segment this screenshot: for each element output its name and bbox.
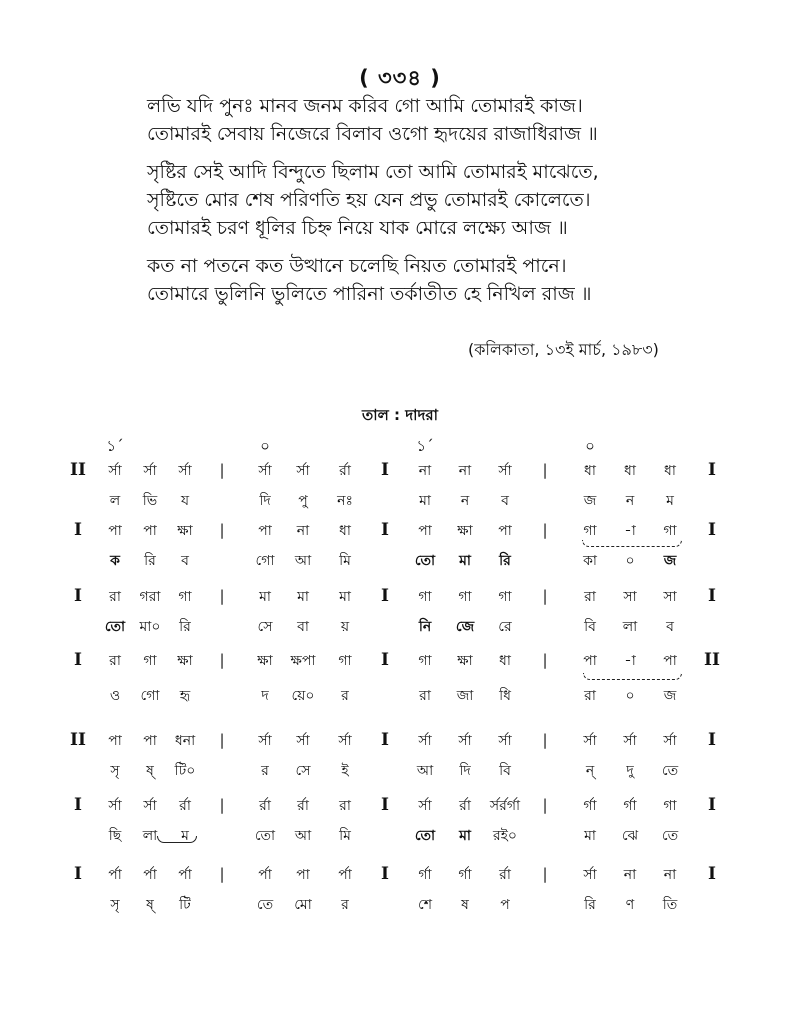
lyric-syllable: টি০ <box>174 763 196 779</box>
swara-note: না <box>458 463 472 479</box>
swara-note: র্গা <box>418 867 432 883</box>
swara-note: গা <box>143 653 157 669</box>
lyric-syllable: মি <box>339 828 351 844</box>
swara-note: না <box>418 463 432 479</box>
lyric-syllable: ন <box>625 493 635 509</box>
swara-note: না <box>663 867 677 883</box>
swara-note: ধা <box>499 653 511 669</box>
swara-note: র্সা <box>583 867 597 883</box>
meend-slur <box>582 540 682 547</box>
lyric-syllable: দু <box>626 763 634 779</box>
lyric-line: তোমারই সেবায় নিজেরে বিলাব ওগো হৃদয়ের রাজাধিরাজ ॥ <box>147 123 598 145</box>
lyric-syllable: মো <box>294 897 312 913</box>
lyric-syllable: আ <box>294 553 312 569</box>
swara-note: র্সা <box>498 733 512 749</box>
swara-note: ক্ষা <box>257 653 273 669</box>
lyric-syllable: মা <box>459 828 471 844</box>
swara-note: র্সা <box>338 733 352 749</box>
lyric-syllable: ০ <box>625 688 635 704</box>
swara-note: গা <box>663 798 677 814</box>
bar-line-close: I <box>708 586 716 606</box>
lyric-syllable: প <box>500 897 510 913</box>
swara-note: গা <box>498 589 512 605</box>
bar-line-close: I <box>708 730 716 750</box>
swara-note: -া <box>624 523 636 539</box>
beat-separator: | <box>542 587 548 605</box>
swara-note: র্সা <box>296 463 310 479</box>
lyric-syllable: তো <box>414 828 436 844</box>
lyric-syllable: ছি <box>108 828 122 844</box>
bar-line-open: I <box>74 520 82 540</box>
lyric-syllable: ভি <box>142 493 158 509</box>
lyric-syllable: তে <box>661 828 679 844</box>
tala-title: তাল : দাদরা <box>362 406 438 424</box>
swara-note: র্পা <box>178 867 192 883</box>
song-lyrics <box>147 92 707 318</box>
vibhag-bar: I <box>381 795 389 815</box>
swara-note: না <box>623 867 637 883</box>
swara-note: র্পা <box>108 867 122 883</box>
lyric-syllable: বা <box>297 619 309 635</box>
lyric-syllable: তো <box>104 619 126 635</box>
lyric-syllable: র <box>341 897 349 913</box>
lyric-syllable: মি <box>339 553 351 569</box>
bar-line-open: I <box>74 795 82 815</box>
beat-separator: | <box>219 587 225 605</box>
lyric-syllable: সৃ <box>110 897 120 913</box>
bar-line-open: I <box>74 864 82 884</box>
lyric-syllable: মা০ <box>139 619 161 635</box>
swara-note: গা <box>663 523 677 539</box>
lyric-syllable: য়ে০ <box>291 688 315 704</box>
swara-note: পা <box>143 733 157 749</box>
bar-line-close: I <box>708 864 716 884</box>
swara-note: ধা <box>664 463 676 479</box>
lyric-syllable: জা <box>456 688 474 704</box>
bar-line-close: I <box>708 795 716 815</box>
lyric-syllable: গো <box>140 688 160 704</box>
swara-note: র্সা <box>663 733 677 749</box>
swara-note: গা <box>458 589 472 605</box>
lyric-syllable: তো <box>254 828 276 844</box>
swara-note: র্সা <box>583 733 597 749</box>
lyric-line: সৃষ্টির সেই আদি বিন্দুতে ছিলাম তো আমি তোমারই মাঝেতে, <box>147 161 599 183</box>
swara-note: ক্ষা <box>177 653 193 669</box>
swara-note: র্সা <box>458 733 472 749</box>
lyric-syllable: ব <box>501 493 509 509</box>
vibhag-bar: I <box>381 586 389 606</box>
lyric-line: তোমারে ভুলিনি ভুলিতে পারিনা তর্কাতীত হে নিখিল রাজ ॥ <box>147 283 592 305</box>
swara-note: র্গা <box>583 798 597 814</box>
swara-note: গা <box>418 653 432 669</box>
swara-note: রা <box>584 589 596 605</box>
bar-line-open: I <box>74 650 82 670</box>
tala-marker-3: ১´ <box>416 437 434 455</box>
lyric-syllable: মা <box>459 553 471 569</box>
beat-separator: | <box>542 731 548 749</box>
lyric-syllable: ঝে <box>621 828 639 844</box>
swara-note: গা <box>178 589 192 605</box>
swara-note: র্সা <box>498 463 512 479</box>
lyric-line: লভি যদি পুনঃ মানব জনম করিব গো আমি তোমারই কাজ। <box>147 95 583 117</box>
lyric-syllable: দি <box>459 763 471 779</box>
lyric-syllable: কা <box>583 553 597 569</box>
vibhag-bar: I <box>381 730 389 750</box>
lyric-syllable: রে <box>498 619 512 635</box>
swara-note: র্রা <box>339 463 351 479</box>
lyric-syllable: র <box>341 688 349 704</box>
swara-note: রা <box>339 798 351 814</box>
lyric-syllable: ব <box>666 619 674 635</box>
swara-note: পা <box>108 523 122 539</box>
bar-line-open: I <box>74 586 82 606</box>
lyric-syllable: জ <box>663 688 677 704</box>
swara-note: পা <box>296 867 310 883</box>
lyric-syllable: জ <box>583 493 597 509</box>
swara-note: ক্ষা <box>457 653 473 669</box>
swara-note: র্রা <box>297 798 309 814</box>
bar-line-close: I <box>708 460 716 480</box>
vibhag-bar: I <box>381 864 389 884</box>
lyric-syllable: তো <box>414 553 436 569</box>
swara-note: র্সা <box>143 798 157 814</box>
swara-note: র্সা <box>623 733 637 749</box>
swara-note: র্সা <box>143 463 157 479</box>
lyric-syllable: সে <box>257 619 273 635</box>
lyric-syllable: ণ <box>625 897 635 913</box>
lyric-syllable: য <box>180 493 190 509</box>
meend-slur <box>157 836 197 843</box>
lyric-syllable: রি <box>179 619 191 635</box>
swara-note: পা <box>583 653 597 669</box>
swara-note: র্পা <box>258 867 272 883</box>
swara-note: ক্ষপা <box>290 653 316 669</box>
lyric-syllable: সে <box>295 763 311 779</box>
swara-note: ধা <box>584 463 596 479</box>
swara-note: ধা <box>624 463 636 479</box>
lyric-line: সৃষ্টিতে মোর শেষ পরিণতি হয় যেন প্রভু তোমারই কোলেতে। <box>147 189 591 211</box>
lyric-syllable: রি <box>144 553 156 569</box>
swara-note: গা <box>338 653 352 669</box>
swara-note: পা <box>258 523 272 539</box>
lyric-syllable: ষ্ <box>146 897 154 913</box>
lyric-syllable: ০ <box>625 553 635 569</box>
lyric-syllable: শে <box>418 897 432 913</box>
stanza-1 <box>147 92 707 148</box>
lyric-syllable: ল <box>109 493 121 509</box>
swara-note: গা <box>418 589 432 605</box>
swara-note: র্পা <box>143 867 157 883</box>
lyric-syllable: তে <box>256 897 274 913</box>
lyric-syllable: লা <box>142 828 158 844</box>
swara-note: ধা <box>339 523 351 539</box>
swara-note: র্সা <box>418 798 432 814</box>
swara-note: র্সা <box>258 733 272 749</box>
lyric-syllable: ন <box>460 493 470 509</box>
lyric-syllable: দ <box>261 688 269 704</box>
swara-note: সা <box>663 589 677 605</box>
lyric-syllable: রই০ <box>492 828 518 844</box>
swara-note: ক্ষা <box>177 523 193 539</box>
swara-note: না <box>296 523 310 539</box>
lyric-syllable: আ <box>416 763 434 779</box>
lyric-syllable: দি <box>259 493 271 509</box>
lyric-syllable: হৃ <box>179 688 191 704</box>
beat-separator: | <box>219 731 225 749</box>
lyric-syllable: ই <box>341 763 349 779</box>
lyric-syllable: মা <box>419 493 431 509</box>
lyric-syllable: ও <box>109 688 121 704</box>
lyric-syllable: ন্ <box>585 763 595 779</box>
swara-note: ক্ষা <box>457 523 473 539</box>
beat-separator: | <box>219 461 225 479</box>
bar-line-open: II <box>70 730 86 750</box>
swara-note: র্পা <box>338 867 352 883</box>
swara-note: সা <box>623 589 637 605</box>
swara-note: গরা <box>139 589 161 605</box>
beat-separator: | <box>219 521 225 539</box>
lyric-syllable: নঃ <box>337 493 353 509</box>
swara-note: র্সা <box>108 463 122 479</box>
bar-line-close: II <box>704 650 720 670</box>
lyric-syllable: গো <box>255 553 275 569</box>
swara-note: পা <box>143 523 157 539</box>
swara-note: র্সা <box>296 733 310 749</box>
vibhag-bar: I <box>381 460 389 480</box>
beat-separator: | <box>219 865 225 883</box>
beat-separator: | <box>542 521 548 539</box>
lyric-syllable: ম <box>181 828 189 844</box>
vibhag-bar: I <box>381 520 389 540</box>
lyric-line: তোমারই চরণ ধূলির চিহ্ন নিয়ে যাক মোরে লক্ষ্যে আজ ॥ <box>147 217 568 239</box>
lyric-syllable: ধি <box>499 688 511 704</box>
tala-marker-4: ০ <box>585 437 595 455</box>
swara-note: র্সর্রর্গা <box>489 798 521 814</box>
swara-note: গা <box>583 523 597 539</box>
swara-note: র্রা <box>179 798 191 814</box>
lyric-line: কত না পতনে কত উত্থানে চলেছি নিয়ত তোমারই পানে। <box>147 255 567 277</box>
swara-note: ধনা <box>174 733 196 749</box>
lyric-syllable: রা <box>419 688 431 704</box>
place-date-signature: (কলিকাতা, ১৩ই মার্চ, ১৯৮৩) <box>468 340 659 359</box>
swara-note: র্সা <box>418 733 432 749</box>
swara-note: র্রা <box>259 798 271 814</box>
swara-note: পা <box>498 523 512 539</box>
swara-note: পা <box>418 523 432 539</box>
lyric-syllable: নি <box>418 619 432 635</box>
stanza-3 <box>147 252 707 308</box>
lyric-syllable: টি <box>179 897 191 913</box>
swara-note: র্গা <box>623 798 637 814</box>
swara-note: -া <box>624 653 636 669</box>
beat-separator: | <box>542 461 548 479</box>
lyric-syllable: ষ <box>461 897 469 913</box>
lyric-syllable: মা <box>584 828 596 844</box>
swara-note: মা <box>259 589 271 605</box>
lyric-syllable: ষ্ <box>146 763 154 779</box>
tala-marker-2: ০ <box>260 437 270 455</box>
lyric-syllable: বি <box>499 763 511 779</box>
stanza-2 <box>147 158 707 242</box>
lyric-syllable: ব <box>181 553 189 569</box>
lyric-syllable: জে <box>455 619 475 635</box>
lyric-syllable: লা <box>622 619 638 635</box>
lyric-syllable: রা <box>584 688 596 704</box>
lyric-syllable: পু <box>298 493 308 509</box>
swara-note: মা <box>339 589 351 605</box>
swara-note: রা <box>109 589 121 605</box>
tala-marker-1: ১´ <box>106 437 124 455</box>
swara-note: র্গা <box>458 867 472 883</box>
swara-note: পা <box>108 733 122 749</box>
lyric-syllable: ক <box>110 553 120 569</box>
lyric-syllable: তি <box>662 897 678 913</box>
page-number: ( ৩৩৪ ) <box>359 66 441 90</box>
swara-note: মা <box>297 589 309 605</box>
lyric-syllable: য় <box>340 619 350 635</box>
vibhag-bar: I <box>381 650 389 670</box>
swara-note: র্রা <box>459 798 471 814</box>
beat-separator: | <box>542 865 548 883</box>
lyric-syllable: আ <box>294 828 312 844</box>
beat-separator: | <box>219 651 225 669</box>
beat-separator: | <box>219 796 225 814</box>
swara-note: র্সা <box>258 463 272 479</box>
swara-note: পা <box>663 653 677 669</box>
meend-slur <box>583 673 682 680</box>
lyric-syllable: তে <box>661 763 679 779</box>
lyric-syllable: রি <box>499 553 511 569</box>
lyric-syllable: র <box>261 763 269 779</box>
lyric-syllable: বি <box>584 619 596 635</box>
bar-line-open: II <box>70 460 86 480</box>
beat-separator: | <box>542 651 548 669</box>
swara-note: র্সা <box>108 798 122 814</box>
lyric-syllable: ম <box>666 493 674 509</box>
lyric-syllable: জ <box>663 553 677 569</box>
bar-line-close: I <box>708 520 716 540</box>
beat-separator: | <box>542 796 548 814</box>
lyric-syllable: রি <box>584 897 596 913</box>
swara-note: রা <box>109 653 121 669</box>
lyric-syllable: সৃ <box>110 763 120 779</box>
swara-note: র্সা <box>178 463 192 479</box>
swara-note: র্রা <box>499 867 511 883</box>
